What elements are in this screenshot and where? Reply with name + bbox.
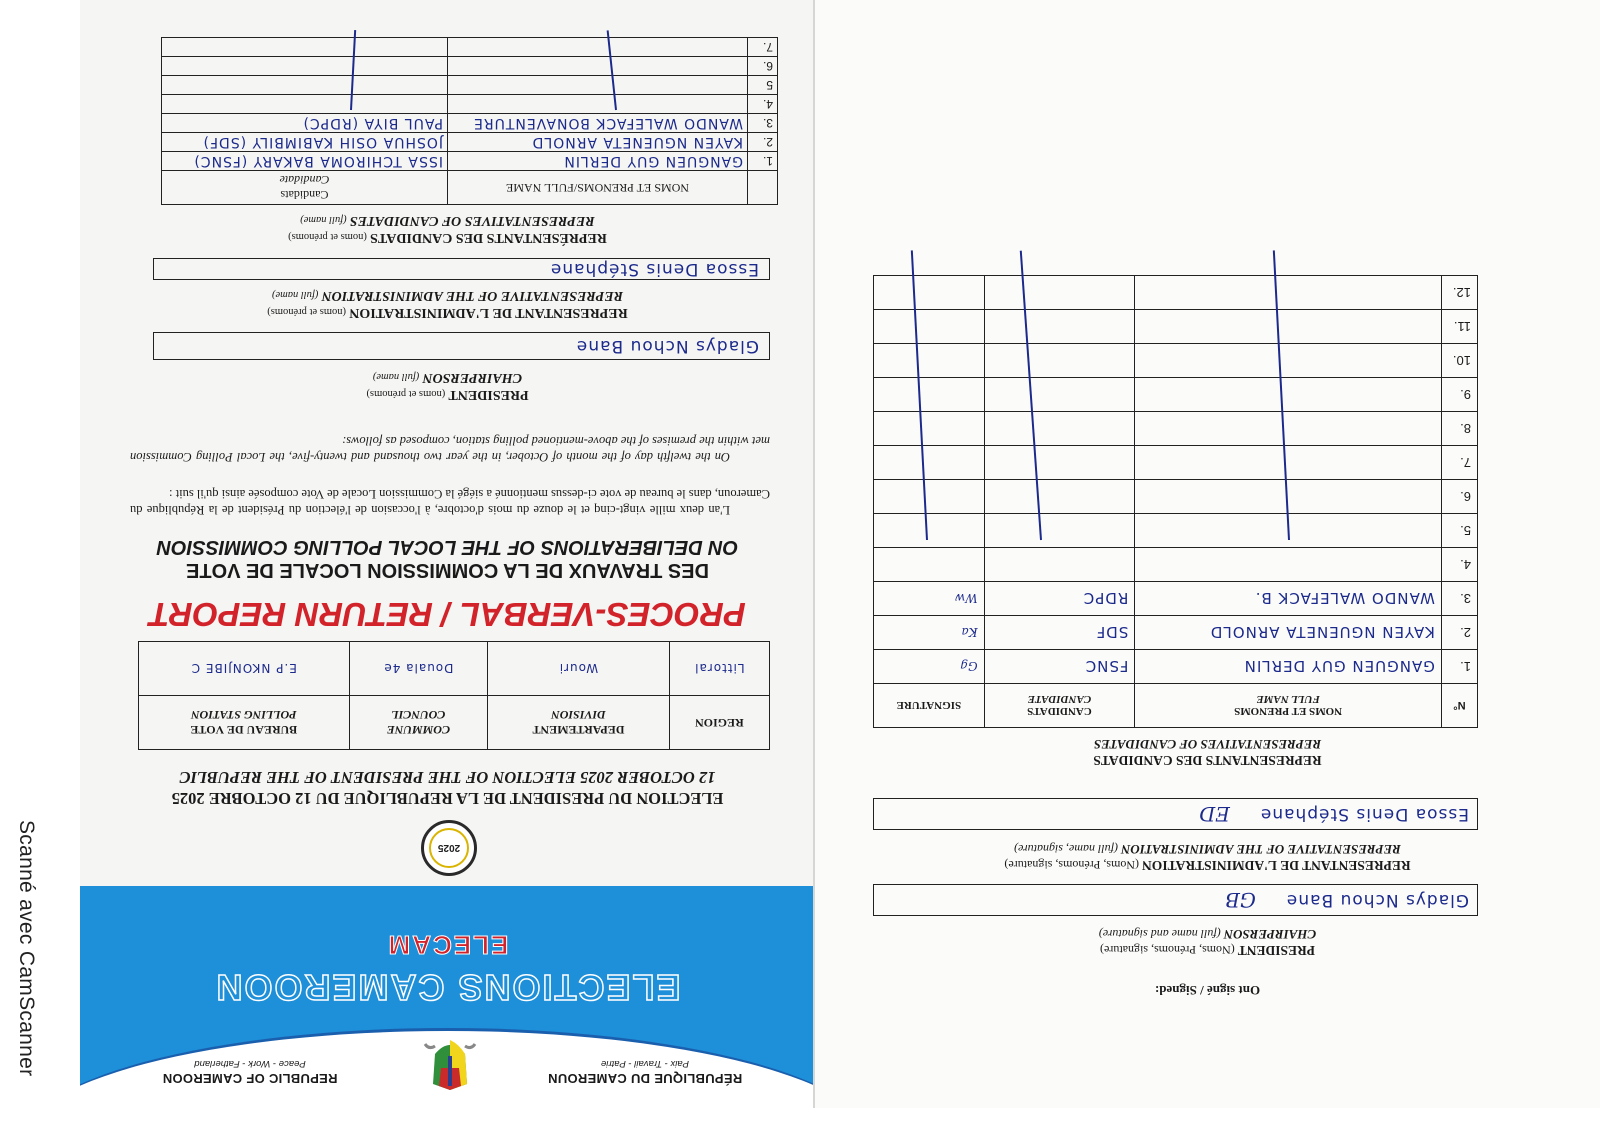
- intro-paragraph-en: On the twelfth day of the month of October, in the year two thousand and twenty-five, the Local Polling Commission met within the premises of the above-mentioned polling station, composed as follows:: [130, 434, 770, 464]
- signed-president-field[interactable]: [873, 884, 1478, 916]
- table-row: 3. WANDO WALEFACK B. RDPC Ww: [874, 582, 1478, 616]
- division-value: Wouri: [488, 642, 670, 696]
- signed-candidate-reps-label: REPRESENTANTS DES CANDIDATS REPRESENTATIVES OF CANDIDATES: [1093, 737, 1322, 768]
- seal-year: 2025: [429, 828, 469, 868]
- header-num: N°: [1441, 684, 1477, 728]
- table-row: 3. WANDO WALEFACK BONAVENTURE PAUL BIYA (RDPC): [162, 114, 778, 133]
- table-row: 6.: [162, 57, 778, 76]
- header-division: DEPARTEMENT DIVISION: [488, 696, 670, 750]
- location-table-header: [139, 696, 770, 750]
- header-full-name: NOMS ET PRENOMS FULL NAME: [1135, 684, 1442, 728]
- council-value: Douala 4e: [349, 642, 488, 696]
- table-row: 8.: [874, 412, 1478, 446]
- republic-fr: [530, 1058, 760, 1086]
- header-num: [748, 171, 778, 205]
- right-page: [815, 0, 1600, 1108]
- camscanner-watermark: Scanné avec CamScanner: [15, 820, 38, 1077]
- election-title-en: 12 OCTOBER 2025 ELECTION OF THE PRESIDENT OF THE REPUBLIC: [179, 768, 716, 787]
- left-page: [80, 0, 815, 1108]
- region-value: Littoral: [669, 642, 769, 696]
- president-label: PRESIDENT (noms et prénoms) CHAIRPERSON (full name): [366, 370, 529, 402]
- signed-candidate-reps-table: [873, 275, 1478, 728]
- report-title: PROCES-VERBAL / RETURN REPORT: [149, 596, 746, 633]
- motto-en: Peace - Work - Fatherland: [194, 1058, 306, 1069]
- location-table-values: [139, 642, 770, 696]
- signed-administration-field[interactable]: [873, 798, 1478, 830]
- table-row: 4.: [874, 548, 1478, 582]
- elecam-title: ELECAM: [386, 930, 509, 960]
- table-row: 4.: [162, 95, 778, 114]
- candidate-reps-table: [161, 37, 778, 205]
- signed-president-label: PRESIDENT (Noms, Prénoms, signature) CHAIRPERSON (full name and signature): [1098, 927, 1317, 958]
- election-title-fr: ELECTION DU PRESIDENT DE LA REPUBLIQUE DU 12 OCTOBRE 2025: [171, 789, 724, 808]
- signature[interactable]: Gg: [874, 650, 985, 684]
- administration-name-field[interactable]: [153, 258, 770, 280]
- location-table: [138, 641, 770, 750]
- table-row: 1. GANGUEN GUY DERLIN FSNC Gg: [874, 650, 1478, 684]
- table-row: 11.: [874, 310, 1478, 344]
- elecam-banner: [80, 886, 815, 1108]
- republic-en-title: REPUBLIC OF CAMEROON: [162, 1071, 338, 1086]
- table-row: 6.: [874, 480, 1478, 514]
- signed-reps-header: [874, 684, 1478, 728]
- table-row: 10.: [874, 344, 1478, 378]
- header-polling-station: BUREAU DE VOTE POLLING STATION: [139, 696, 350, 750]
- table-row: 7.: [874, 446, 1478, 480]
- signature[interactable]: Ww: [874, 582, 985, 616]
- candidate-reps-header: [162, 171, 778, 205]
- candidate-reps-label: REPRÉSENTANTS DES CANDIDATS (noms et prénoms) REPRESENTATIVES OF CANDIDATES (full name): [288, 213, 607, 245]
- header-candidate: Candidats Candidate: [162, 171, 448, 205]
- header-candidate: CANDIDATS CANDIDATE: [984, 684, 1135, 728]
- president-name-field[interactable]: [153, 332, 770, 360]
- signed-president-name: Gladys Nchou Bane: [1285, 890, 1469, 910]
- administration-name: Essoa Denis Stéphane: [549, 259, 759, 279]
- report-subtitle-en: ON DELIBERATIONS OF THE LOCAL POLLING COMMISSION: [156, 536, 739, 558]
- header-full-name: NOMS ET PRENOMS/FULL NAME: [448, 171, 748, 205]
- administration-signature: ED: [1199, 802, 1230, 826]
- motto-fr: Paix - Travail - Patrie: [601, 1058, 689, 1069]
- intro-paragraph-fr: L'an deux mille vingt-cinq et le douze du mois d'octobre, à l'occasion de l'élection du Président de la République du Cameroun, dans le bureau de vote ci-dessus mentionné a siégé la Commission Locale de Vote composée ainsi qu'il suit :: [130, 487, 770, 517]
- elections-cameroon-title: ELECTIONS CAMEROON: [214, 967, 681, 1008]
- president-name: Gladys Nchou Bane: [575, 336, 759, 356]
- header-signature: SIGNATURE: [874, 684, 985, 728]
- table-row: 5.: [874, 514, 1478, 548]
- table-row: 12.: [874, 276, 1478, 310]
- table-row: 2. KAYEN NGUENETA ARNOLD SDF Ka: [874, 616, 1478, 650]
- table-row: 2. KAYEN NGUENETA ARNOLD JOSHUA OSIH KABIMBILY (SDF): [162, 133, 778, 152]
- republic-en: [135, 1058, 365, 1086]
- header-council: COMMUNE COUNCIL: [349, 696, 488, 750]
- election-2025-seal-icon: [421, 820, 477, 876]
- signature[interactable]: Ka: [874, 616, 985, 650]
- report-subtitle-fr: DES TRAVAUX DE LA COMMISSION LOCALE DE VOTE: [186, 559, 709, 581]
- table-row: 5: [162, 76, 778, 95]
- president-signature: GB: [1225, 888, 1256, 912]
- table-row: 7.: [162, 38, 778, 57]
- signed-administration-label: REPRESENTANT DE L'ADMINISTRATION (Noms, Prénoms, signature) REPRESENTATIVE OF THE ADMINISTRATION (full name, signature): [1004, 842, 1411, 873]
- polling-station-value: E.P NKONJIBE C: [139, 642, 350, 696]
- administration-label: REPRESENTANT DE L'ADMINISTRATION (noms et prénoms) REPRESENTATIVE OF THE ADMINISTRATION (full name): [267, 288, 628, 320]
- coat-of-arms-icon: [415, 1032, 485, 1094]
- signed-label: Ont signé / Signed:: [1154, 983, 1261, 998]
- header-region: REGION: [669, 696, 769, 750]
- signed-administration-name: Essoa Denis Stéphane: [1259, 804, 1469, 824]
- table-row: 1. GANGUEN GUY DERLIN ISSA TCHIROMA BAKARY (FSNC): [162, 152, 778, 171]
- republic-fr-title: RÉPUBLIQUE DU CAMEROUN: [547, 1071, 743, 1086]
- table-row: 9.: [874, 378, 1478, 412]
